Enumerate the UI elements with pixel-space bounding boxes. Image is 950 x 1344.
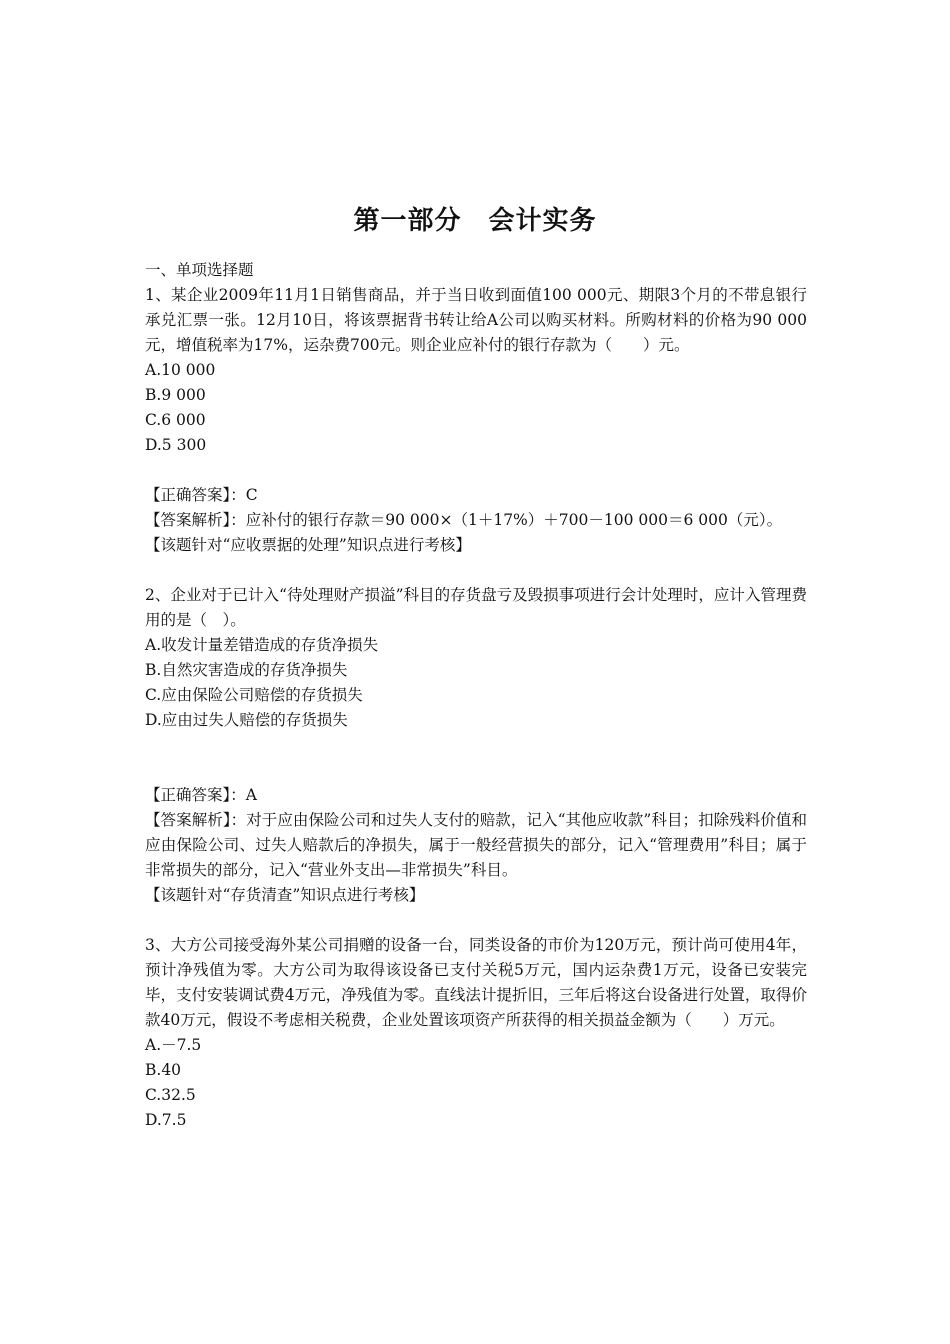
question-1-option-d: D.5 300 [145,436,207,454]
question-2-stem: 2、企业对于已计入“待处理财产损溢”科目的存货盘亏及毁损事项进行会计处理时，应计入管理费用的是（ ）。 [145,586,807,629]
question-3-option-c: C.32.5 [145,1086,196,1104]
question-2-analysis: 【答案解析】：对于应由保险公司和过失人支付的赔款，记入“其他应收款”科目；扣除残料价值和应由保险公司、过失人赔款后的净损失，属于一般经营损失的部分，记入“管理费用”科目；属于非常损失的部分，记入“营业外支出—非常损失”科目。 [145,811,807,879]
question-1-analysis: 【答案解析】：应补付的银行存款＝90 000×（1＋17%）＋700－100 000＝6 000（元）。 [145,511,783,529]
section-heading: 一、单项选择题 [145,261,254,279]
question-2-option-b: B.自然灾害造成的存货净损失 [145,661,348,679]
question-3-stem: 3、大方公司接受海外某公司捐赠的设备一台，同类设备的市价为120万元，预计尚可使用4年，预计净残值为零。大方公司为取得该设备已支付关税5万元，国内运杂费1万元，设备已安装完毕，支付安装调试费4万元，净残值为零。直线法计提折旧，三年后将这台设备进行处置，取得价款40万元，假设不考虑相关税费，企业处置该项资产所获得的相关损益金额为（ ）万元。 [145,936,807,1029]
question-2-answer: 【正确答案】：A [145,786,257,804]
question-3-option-a: A.－7.5 [145,1036,202,1054]
question-3-option-b: B.40 [145,1061,182,1079]
question-1-option-c: C.6 000 [145,411,206,429]
question-2-option-c: C.应由保险公司赔偿的存货损失 [145,686,363,704]
page-title: 第一部分 会计实务 [353,206,597,236]
question-1-option-b: B.9 000 [145,386,206,404]
question-1-stem: 1、某企业2009年11月1日销售商品，并于当日收到面值100 000元、期限3个月的不带息银行承兑汇票一张。12月10日，将该票据背书转让给A公司以购买材料。所购材料的价格为90 000元，增值税率为17%，运杂费700元。则企业应补付的银行存款为（ ）元。 [145,286,807,354]
question-1-answer: 【正确答案】：C [145,486,258,504]
question-1-knowledge: 【该题针对“应收票据的处理”知识点进行考核】 [145,536,471,554]
question-1-option-a: A.10 000 [145,361,216,379]
question-3-option-d: D.7.5 [145,1111,187,1129]
document-body [145,258,807,1133]
question-2-option-d: D.应由过失人赔偿的存货损失 [145,711,348,729]
question-2-option-a: A.收发计量差错造成的存货净损失 [145,636,379,654]
question-2-knowledge: 【该题针对“存货清查”知识点进行考核】 [145,886,425,904]
